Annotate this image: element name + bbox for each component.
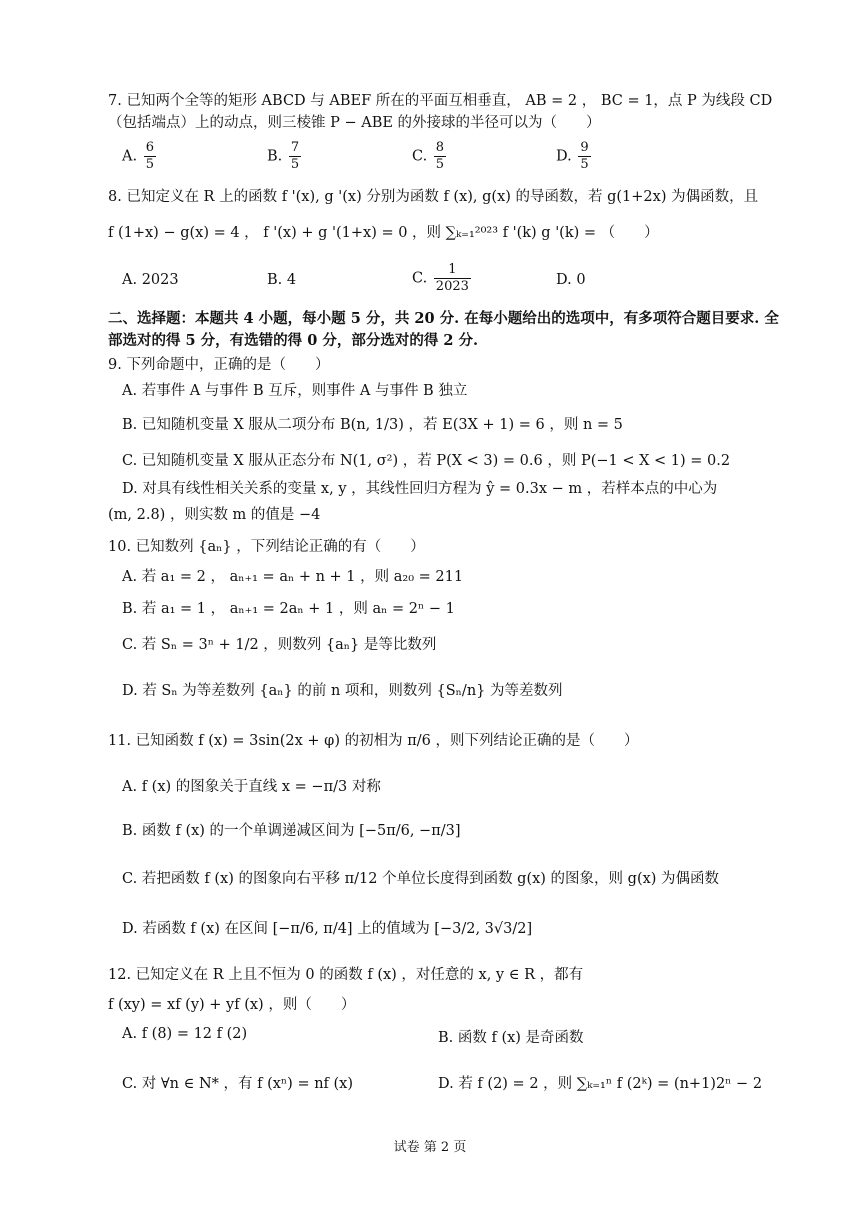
q8-line1: 8. 已知定义在 R 上的函数 f '(x), g '(x) 分别为函数 f (x), g(x) 的导函数，若 g(1+2x) 为偶函数，且 (108, 189, 759, 205)
q10-stem: 10. 已知数列 {aₙ} ，下列结论正确的有（ ） (108, 539, 425, 555)
q8-option-b: B. 4 (267, 272, 297, 288)
q11-option-b: B. 函数 f (x) 的一个单调递减区间为 [−5π/6, −π/3] (122, 823, 461, 839)
q11-option-a: A. f (x) 的图象关于直线 x = −π/3 对称 (122, 779, 381, 795)
q8-option-d: D. 0 (556, 272, 586, 288)
q10-option-d: D. 若 Sₙ 为等差数列 {aₙ} 的前 n 项和，则数列 {Sₙ/n} 为等差数列 (122, 683, 563, 699)
q7-line2: （包括端点）上的动点，则三棱锥 P − ABE 的外接球的半径可以为（ ） (108, 115, 601, 131)
q8-option-c: C. $\frac{1}{2023}$ (412, 262, 469, 294)
q8-option-a: A. 2023 (122, 272, 179, 288)
q9-option-c: C. 已知随机变量 X 服从正态分布 N(1, σ²) ，若 P(X < 3) = 0.6 ，则 P(−1 < X < 1) = 0.2 (122, 453, 731, 469)
q12-line1: 12. 已知定义在 R 上且不恒为 0 的函数 f (x) ，对任意的 x, y ∈ R ，都有 (108, 967, 584, 983)
q9-option-b: B. 已知随机变量 X 服从二项分布 B(n, 1/3) ，若 E(3X + 1) = 6 ，则 n = 5 (122, 417, 623, 433)
q12-option-c: C. 对 ∀n ∈ N* ，有 f (xⁿ) = nf (x) (122, 1076, 354, 1092)
q11-option-c: C. 若把函数 f (x) 的图象向右平移 π/12 个单位长度得到函数 g(x) 的图象，则 g(x) 为偶函数 (122, 871, 720, 887)
page-footer: 试卷 第 2 页 (393, 1140, 467, 1155)
q11-option-d: D. 若函数 f (x) 在区间 [−π/6, π/4] 上的值域为 [−3/2, 3√3/2] (122, 921, 533, 937)
q7-line1: 7. 已知两个全等的矩形 ABCD 与 ABEF 所在的平面互相垂直， AB = 2 ， BC = 1，点 P 为线段 CD (108, 93, 773, 109)
section2-heading-line1: 二、选择题：本题共 4 小题，每小题 5 分，共 20 分. 在每小题给出的选项中，有多项符合题目要求. 全 (108, 310, 779, 327)
q7-option-b: B. $\frac{7}{5}$ (267, 140, 300, 172)
q12-option-d: D. 若 f (2) = 2 ，则 ∑ₖ₌₁ⁿ f (2ᵏ) = (n+1)2ⁿ − 2 (438, 1076, 763, 1092)
q8-line2: f (1+x) − g(x) = 4 ， f '(x) + g '(1+x) = 0 ，则 ∑ₖ₌₁²⁰²³ f '(k) g '(k) = （ ） (108, 225, 659, 241)
q12-option-a: A. f (8) = 12 f (2) (122, 1026, 248, 1042)
q10-option-a: A. 若 a₁ = 2 ， aₙ₊₁ = aₙ + n + 1 ，则 a₂₀ = 211 (122, 569, 464, 585)
q10-option-b: B. 若 a₁ = 1 ， aₙ₊₁ = 2aₙ + 1 ，则 aₙ = 2ⁿ − 1 (122, 601, 455, 617)
q11-stem: 11. 已知函数 f (x) = 3sin(2x + φ) 的初相为 π/6 ，则下列结论正确的是（ ） (108, 733, 639, 749)
q12-line2: f (xy) = xf (y) + yf (x) ，则（ ） (108, 997, 356, 1013)
q12-option-b: B. 函数 f (x) 是奇函数 (438, 1030, 584, 1046)
section2-heading-line2: 部选对的得 5 分，有选错的得 0 分，部分选对的得 2 分. (108, 332, 479, 349)
q9-option-d-line1: D. 对具有线性相关关系的变量 x, y ，其线性回归方程为 ŷ = 0.3x − m ，若样本点的中心为 (122, 481, 718, 497)
q7-option-d: D. $\frac{9}{5}$ (556, 140, 589, 172)
q9-option-a: A. 若事件 A 与事件 B 互斥，则事件 A 与事件 B 独立 (122, 383, 468, 399)
q10-option-c: C. 若 Sₙ = 3ⁿ + 1/2 ，则数列 {aₙ} 是等比数列 (122, 637, 437, 653)
q7-option-c: C. $\frac{8}{5}$ (412, 140, 445, 172)
q9-stem: 9. 下列命题中，正确的是（ ） (108, 357, 330, 373)
q9-option-d-line2: (m, 2.8) ，则实数 m 的值是 −4 (108, 507, 321, 523)
q7-option-a: A. $\frac{6}{5}$ (122, 140, 154, 172)
